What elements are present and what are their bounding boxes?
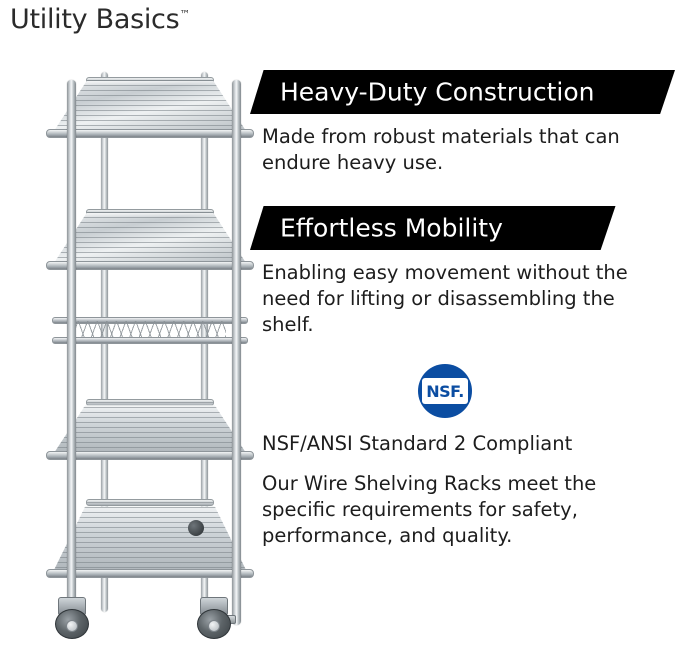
brand-name: Utility Basics	[10, 4, 180, 35]
caster-wheel-front-left	[54, 597, 88, 637]
feature-banner-label: Heavy-Duty Construction	[280, 77, 595, 107]
nsf-badge-text: NSF.	[426, 381, 464, 401]
feature-banner-label: Effortless Mobility	[280, 213, 503, 243]
feature-body-2: Enabling easy movement without the need for lifting or disassembling the shelf.	[262, 261, 628, 336]
shelf-wire-pattern	[74, 321, 226, 337]
feature-body-1: Made from robust materials that can endure heavy use.	[262, 125, 620, 174]
shelf-tier-5	[52, 502, 248, 574]
shelf-tier-1	[52, 80, 248, 134]
shelf-tier-2	[52, 212, 248, 266]
nsf-badge-wrap	[418, 364, 675, 418]
certification-body: Our Wire Shelving Racks meet the specific requirements for safety, performance, and quality.	[262, 472, 597, 547]
shelf-knob	[188, 520, 204, 536]
product-photo	[36, 62, 266, 642]
shelf-wire-pattern	[52, 402, 248, 456]
shelf-front-bar	[46, 451, 254, 460]
shelf-post-front-right	[232, 80, 241, 625]
shelf-front-bar	[52, 337, 248, 344]
shelf-front-bar	[46, 129, 254, 138]
shelf-post-front-left	[67, 80, 76, 625]
trademark-symbol: ™	[179, 8, 191, 21]
nsf-certification-icon	[418, 364, 472, 418]
nsf-badge-inner	[422, 378, 468, 404]
spacer	[250, 176, 675, 206]
caster-wheel-front-right	[196, 597, 230, 637]
brand-logo	[10, 4, 190, 35]
caster-hub	[66, 620, 78, 632]
nsf-caption: NSF/ANSI Standard 2 Compliant	[262, 432, 573, 455]
feature-banner-1	[250, 70, 675, 114]
feature-list	[250, 70, 675, 549]
caster-hub	[208, 620, 220, 632]
shelf-tier-3	[52, 317, 248, 343]
shelf-front-bar	[46, 261, 254, 270]
shelf-wire-pattern	[52, 212, 248, 266]
feature-banner-2	[250, 206, 675, 250]
shelf-tier-4	[52, 402, 248, 456]
shelf-front-bar	[46, 569, 254, 578]
shelf-wire-pattern	[52, 502, 248, 574]
shelf-wire-pattern	[52, 80, 248, 134]
